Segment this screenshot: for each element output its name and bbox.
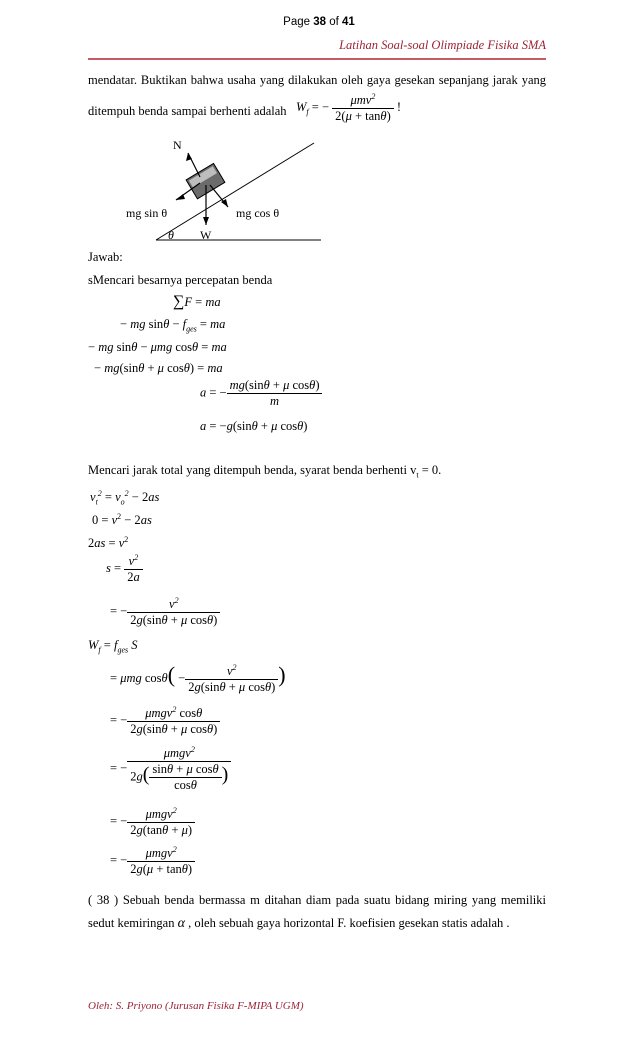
eq-11: = − $\frac{v^2}{\text{2g(sinθ + μ cosθ)}}$ <box>110 596 220 628</box>
label-theta: θ <box>168 228 174 242</box>
eq-8: $0 = v^2 - 2as$ <box>92 512 152 528</box>
eq-13: = μmg cosθ( − $\frac{v^2}{\text{2g(sinθ + μ cosθ)}}$ ) <box>110 662 286 695</box>
eq-15: = − μmgv$^2$ 2g( $\frac{\text{sinθ + μ cosθ}}{\cos\theta}$ ) <box>110 745 231 793</box>
label-n: N <box>173 138 182 152</box>
eq-4: − mg(sinθ + μ cosθ) = ma <box>94 361 223 375</box>
header-divider <box>88 58 546 60</box>
eq-7: $v_t^2 = v_o^2 - 2as$ <box>90 489 160 507</box>
eq-12: $W_f = f_{ges}$ S <box>88 638 138 655</box>
label-mg-cos: mg cos θ <box>236 206 280 220</box>
label-mg-sin: mg sin θ <box>126 206 168 220</box>
step-2-heading: Mencari jarak total yang ditempuh benda, syarat benda berhenti $v_t = 0$. <box>88 463 442 480</box>
eq-16: = − $\frac{\mu mgv^2}{2g(\tan\theta + \mu)}$ <box>110 806 195 838</box>
incline-diagram <box>88 135 328 245</box>
eq-sum-f: ∑F = ma <box>173 293 221 310</box>
intro-line-1: mendatar. Buktikan bahwa usaha yang dilakukan oleh gaya gesekan sepanjang jarak yang <box>88 73 546 87</box>
eq-3: − mg sinθ − μmg cosθ = ma <box>88 340 227 354</box>
step-1-heading: sMencari besarnya percepatan benda <box>88 273 273 287</box>
jawab-label: Jawab: <box>88 250 123 264</box>
eq-5: a = − $\frac{\text{mg(sinθ + μ cosθ)}}{m}$ <box>200 378 322 409</box>
label-w: W <box>200 228 212 242</box>
eq-17: = − $\frac{\mu mgv^2}{2g(\mu + \tan\theta)}$ <box>110 845 195 877</box>
intro-formula: $W_f$ = − $\frac{\mu mv^2}{2(\mu + \tan\theta)}$ ! <box>296 92 402 124</box>
eq-2: − mg $\sin\theta - f_{ges}$ = ma <box>120 317 226 334</box>
eq-6: a = −g(sinθ + μ cosθ) <box>200 419 308 433</box>
problem-38-line-2: sedut kemiringan α , oleh sebuah gaya horizontal F. koefisien gesekan statis adalah . <box>88 916 510 931</box>
problem-38-line-1: ( 38 ) Sebuah benda bermassa m ditahan diam pada suatu bidang miring yang memiliki <box>88 893 546 907</box>
footer-author: Oleh: S. Priyono (Jurusan Fisika F-MIPA UGM) <box>88 1000 304 1012</box>
eq-10: s = $\frac{v^2}{2a}$ <box>106 553 143 585</box>
header-subtitle: Latihan Soal-soal Olimpiade Fisika SMA <box>339 38 546 52</box>
eq-9: $2as = v^2$ <box>88 535 129 551</box>
intro-line-2: ditempuh benda sampai berhenti adalah <box>88 104 287 118</box>
page-number: Page 38 of 41 <box>283 16 355 28</box>
eq-14: = − $\frac{\mu mgv^2 \cos\theta}{\text{2g(sinθ + μ cosθ)}}$ <box>110 705 220 737</box>
